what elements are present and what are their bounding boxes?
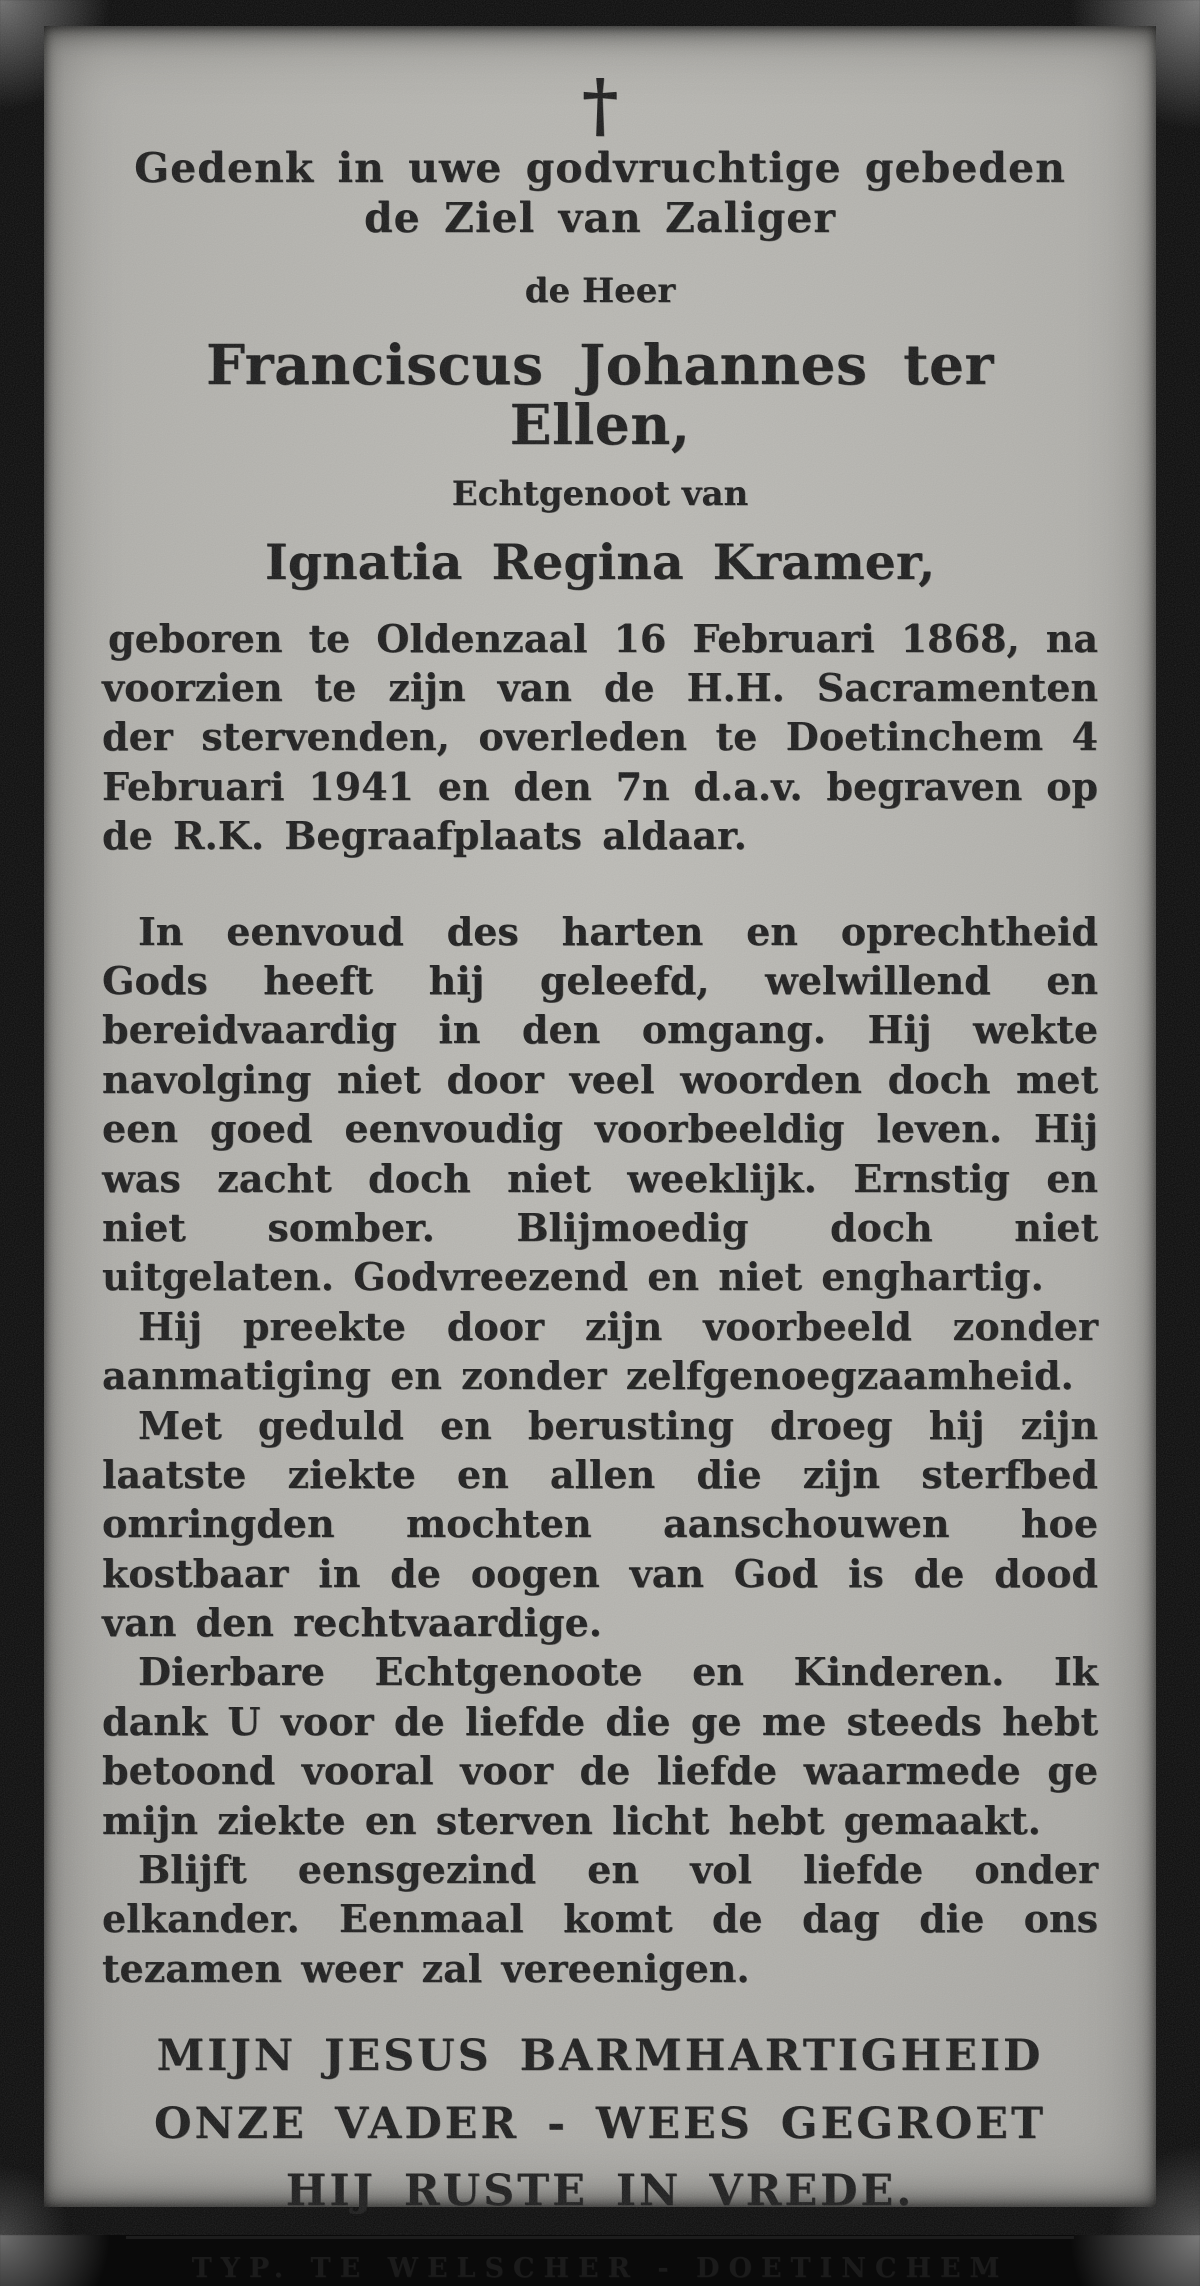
printer-imprint: TYP. TE WELSCHER - DOETINCHEM xyxy=(191,2252,1009,2284)
intro-line-title: de Heer xyxy=(524,270,676,311)
footer-divider xyxy=(126,2236,1074,2239)
eulogy-paragraph: In eenvoud des harten en oprechtheid Gods heeft hij geleefd, welwillend en bereidvaardig in den omgang. Hij wekte navolging niet door veel woorden doch met een goed eenvoudig voorbeeldig leven. Hij was zacht doch niet weeklijk. Ernstig en niet somber. Blijmoedig doch niet uitgelaten. Godvreezend en niet enghartig. xyxy=(102,908,1098,1300)
eulogy-paragraph: Dierbare Echtgenoote en Kinderen. Ik dank U voor de liefde die ge me steeds hebt betoond vooral voor de liefde waarmede ge mijn ziekte en sterven licht hebt gemaakt. xyxy=(102,1649,1098,1843)
prayer-line-mercy: MIJN JESUS BARMHARTIGHEID xyxy=(156,2031,1044,2082)
prayer-line-rest-in-peace: HIJ RUSTE IN VREDE. xyxy=(285,2166,915,2217)
eulogy-paragraph: Blijft eensgezind en vol liefde onder elkander. Eenmaal komt de dag die ons tezamen weer zal vereenigen. xyxy=(102,1847,1098,1991)
spouse-name: Ignatia Regina Kramer, xyxy=(264,532,936,591)
printer-footer xyxy=(100,2218,1100,2286)
intro-line-soul: de Ziel van Zaliger xyxy=(364,194,836,243)
prayer-block xyxy=(100,2015,1100,2218)
cross-icon: † xyxy=(581,63,619,146)
eulogy-paragraph: Met geduld en berusting droeg hij zijn laatste ziekte en allen die zijn sterfbed omringden mochten aanschouwen hoe kostbaar in de oogen van God is de dood van den rechtvaardige. xyxy=(102,1402,1098,1646)
prayer-line-our-father: ONZE VADER - WEES GEGROET xyxy=(154,2098,1046,2149)
life-dates-paragraph: geboren te Oldenzaal 16 Februari 1868, na voorzien te zijn van de H.H. Sacramenten der stervenden, overleden te Doetinchem 4 Februari 1941 en den 7n d.a.v. begraven op de R.K. Begraafplaats aldaar. xyxy=(102,615,1098,859)
deceased-name: Franciscus Johannes ter Ellen, xyxy=(206,331,994,458)
eulogy-paragraph: Hij preekte door zijn voorbeeld zonder aanmatiging en zonder zelfgenoegzaamheid. xyxy=(102,1303,1098,1399)
relation-label: Echtgenoot van xyxy=(451,473,749,514)
memorial-card xyxy=(44,26,1156,2284)
intro-line-remember: Gedenk in uwe godvruchtige gebeden xyxy=(134,144,1066,192)
